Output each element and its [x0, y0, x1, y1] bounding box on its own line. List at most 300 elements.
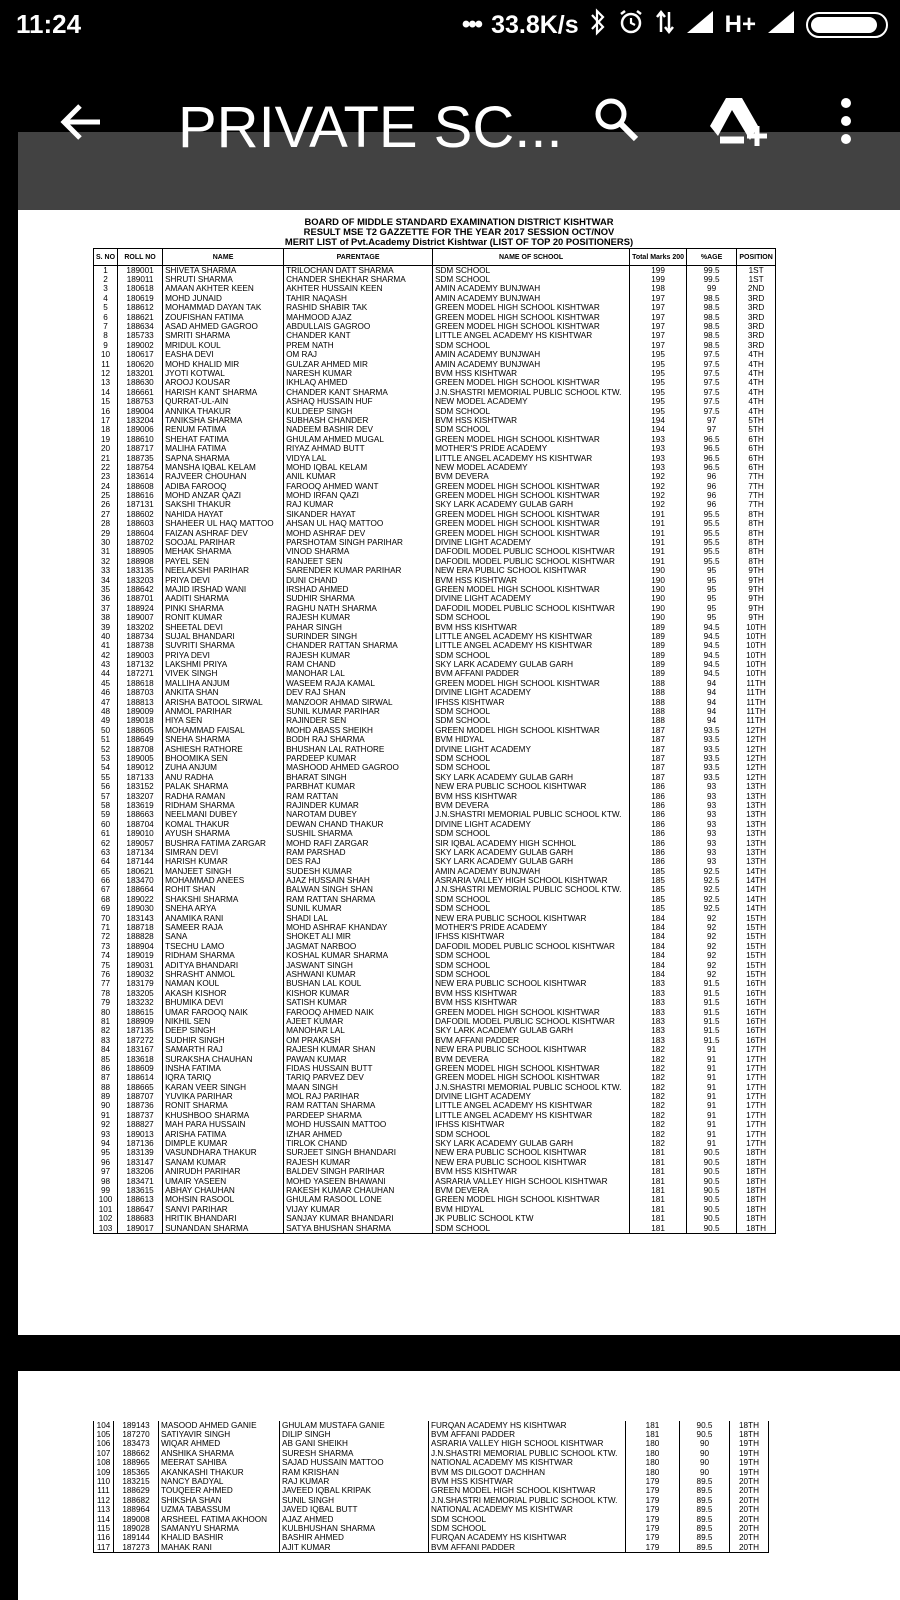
table-cell: 40: [94, 632, 118, 641]
table-cell: KULBHUSHAN SHARMA: [280, 1524, 429, 1533]
table-cell: TSECHU LAMO: [163, 942, 284, 951]
table-cell: 69: [94, 905, 118, 914]
table-cell: 90.5: [687, 1177, 737, 1186]
table-row: [94, 520, 776, 529]
table-row: [94, 1515, 769, 1524]
table-cell: 92: [687, 961, 737, 970]
table-cell: 181: [630, 1214, 687, 1223]
table-row: [94, 322, 776, 331]
table-row: [94, 754, 776, 763]
table-cell: 188662: [114, 1449, 159, 1458]
table-cell: HARISH KANT SHARMA: [163, 388, 284, 397]
table-cell: 90.5: [687, 1205, 737, 1214]
table-cell: MEERAT SAHIBA: [159, 1459, 280, 1468]
table-row: [94, 980, 776, 989]
table-cell: 189006: [118, 426, 163, 435]
table-cell: 93: [687, 792, 737, 801]
table-cell: KARAN VEER SINGH: [163, 1083, 284, 1092]
alarm-icon: [617, 8, 645, 42]
table-cell: 19TH: [730, 1449, 769, 1458]
table-cell: TANIKSHA SHARMA: [163, 416, 284, 425]
table-cell: 114: [94, 1515, 114, 1524]
table-cell: MANJEET SINGH: [163, 867, 284, 876]
table-cell: 92.5: [687, 867, 737, 876]
table-cell: 188616: [118, 491, 163, 500]
table-row: [94, 726, 776, 735]
table-cell: 183203: [118, 576, 163, 585]
table-cell: 187144: [118, 858, 163, 867]
table-cell: 15TH: [737, 952, 776, 961]
table-cell: 186: [630, 848, 687, 857]
table-cell: 5TH: [737, 426, 776, 435]
table-cell: 189022: [118, 895, 163, 904]
table-cell: UMAR FAROOQ NAIK: [163, 1008, 284, 1017]
table-cell: MOHD ASHRAF KHANDAY: [284, 923, 433, 932]
table-cell: GHULAM AHMED MUGAL: [284, 435, 433, 444]
table-cell: 2ND: [737, 285, 776, 294]
table-cell: ABDULLAIS GAGROO: [284, 322, 433, 331]
table-cell: VIDYA LAL: [284, 454, 433, 463]
table-cell: BVM HSS KISHTWAR: [433, 998, 630, 1007]
table-cell: ADITYA BHANDARI: [163, 961, 284, 970]
table-cell: KISHOR KUMAR: [284, 989, 433, 998]
table-cell: RADHA RAMAN: [163, 792, 284, 801]
table-cell: 184: [630, 970, 687, 979]
table-cell: 86: [94, 1064, 118, 1073]
table-row: [94, 285, 776, 294]
table-row: [94, 679, 776, 688]
more-options-icon[interactable]: [832, 96, 860, 146]
table-cell: HIYA SEN: [163, 717, 284, 726]
table-row: [94, 557, 776, 566]
table-cell: 3RD: [737, 322, 776, 331]
table-cell: 97.5: [687, 388, 737, 397]
table-cell: 192: [630, 473, 687, 482]
table-cell: SKY LARK ACADEMY GULAB GARH: [433, 660, 630, 669]
table-cell: MAJID IRSHAD WANI: [163, 585, 284, 594]
table-cell: 188614: [118, 1074, 163, 1083]
column-header: %AGE: [687, 249, 737, 266]
table-cell: PRIYA DEVI: [163, 651, 284, 660]
table-cell: MOHAMMAD DAYAN TAK: [163, 304, 284, 313]
table-cell: HRITIK BHANDARI: [163, 1214, 284, 1223]
table-cell: 189144: [114, 1534, 159, 1543]
table-cell: 94.5: [687, 623, 737, 632]
table-cell: 93.5: [687, 745, 737, 754]
table-row: [94, 764, 776, 773]
table-cell: 91.5: [687, 1036, 737, 1045]
table-cell: 32: [94, 557, 118, 566]
table-cell: 184: [630, 933, 687, 942]
table-cell: SANJAY KUMAR BHANDARI: [284, 1214, 433, 1223]
table-row: [94, 294, 776, 303]
table-row: [94, 1449, 769, 1458]
table-cell: 19TH: [730, 1459, 769, 1468]
table-cell: 189010: [118, 829, 163, 838]
table-cell: RAJINDER SEN: [284, 717, 433, 726]
table-cell: MOHD JUNAID: [163, 294, 284, 303]
table-cell: 11TH: [737, 717, 776, 726]
table-cell: 95: [687, 613, 737, 622]
table-cell: 105: [94, 1430, 114, 1439]
table-cell: 188: [630, 698, 687, 707]
table-cell: 95.5: [687, 520, 737, 529]
table-cell: 63: [94, 848, 118, 857]
table-cell: 13TH: [737, 801, 776, 810]
table-cell: RAJVEER CHOUHAN: [163, 473, 284, 482]
table-cell: BVM HSS KISHTWAR: [429, 1477, 626, 1486]
table-cell: MANOHAR LAL: [284, 1027, 433, 1036]
table-cell: SAMARTH RAJ: [163, 1045, 284, 1054]
pdf-page-2[interactable]: [18, 1371, 900, 1600]
table-cell: 60: [94, 820, 118, 829]
table-cell: 183618: [118, 1055, 163, 1064]
table-cell: 89.5: [680, 1543, 730, 1553]
table-cell: 189013: [118, 1130, 163, 1139]
table-cell: 3RD: [737, 341, 776, 350]
table-cell: SUNIL KUMAR: [284, 905, 433, 914]
table-cell: 10TH: [737, 670, 776, 679]
table-cell: 19: [94, 435, 118, 444]
table-cell: 4TH: [737, 379, 776, 388]
table-cell: PRIYA DEVI: [163, 576, 284, 585]
table-cell: 64: [94, 858, 118, 867]
table-cell: 193: [630, 435, 687, 444]
table-row: [94, 923, 776, 932]
table-cell: 93: [687, 848, 737, 857]
table-cell: 31: [94, 548, 118, 557]
table-cell: BVM HSS KISHTWAR: [433, 623, 630, 632]
search-icon[interactable]: [592, 95, 640, 143]
table-cell: 20TH: [730, 1515, 769, 1524]
table-cell: 62: [94, 839, 118, 848]
table-cell: 98.5: [687, 304, 737, 313]
table-cell: RIDHAM SHARMA: [163, 801, 284, 810]
table-row: [94, 773, 776, 782]
table-cell: 8: [94, 332, 118, 341]
table-cell: 9TH: [737, 604, 776, 613]
table-cell: SATISH KUMAR: [284, 998, 433, 1007]
table-row: [94, 1186, 776, 1195]
table-cell: 71: [94, 923, 118, 932]
table-cell: 49: [94, 717, 118, 726]
table-row: [94, 839, 776, 848]
table-cell: 188965: [114, 1459, 159, 1468]
table-row: [94, 351, 776, 360]
table-cell: LAKSHMI PRIYA: [163, 660, 284, 669]
table-cell: 91: [687, 1139, 737, 1148]
table-cell: 90.5: [687, 1168, 737, 1177]
table-cell: 189012: [118, 764, 163, 773]
table-cell: 96: [687, 491, 737, 500]
table-cell: 194: [630, 426, 687, 435]
table-cell: 187: [630, 764, 687, 773]
table-cell: 96.5: [687, 463, 737, 472]
heading-line-3: MERIT LIST of Pvt.Academy District Kishtwar (LIST OF TOP 20 POSITIONERS): [284, 236, 634, 247]
table-cell: 93: [687, 858, 737, 867]
table-cell: 97: [687, 426, 737, 435]
table-cell: 12TH: [737, 773, 776, 782]
table-cell: NANCY BADYAL: [159, 1477, 280, 1486]
table-cell: ARSHEEL FATIMA AKHOON: [159, 1515, 280, 1524]
table-cell: RANJEET SEN: [284, 557, 433, 566]
table-cell: 197: [630, 294, 687, 303]
status-icons: [462, 8, 888, 42]
table-cell: SUJAL BHANDARI: [163, 632, 284, 641]
table-cell: 93.5: [687, 773, 737, 782]
table-cell: SKY LARK ACADEMY GULAB GARH: [433, 858, 630, 867]
table-cell: 183143: [118, 914, 163, 923]
table-cell: 180: [626, 1449, 680, 1458]
table-cell: 183206: [118, 1168, 163, 1177]
table-cell: 180: [626, 1440, 680, 1449]
table-cell: 97.5: [687, 379, 737, 388]
table-cell: 9TH: [737, 585, 776, 594]
table-cell: 116: [94, 1534, 114, 1543]
table-cell: 16TH: [737, 998, 776, 1007]
table-cell: SURESH SHARMA: [280, 1449, 429, 1458]
table-cell: 98.5: [687, 332, 737, 341]
table-cell: 190: [630, 613, 687, 622]
table-cell: 193: [630, 454, 687, 463]
table-cell: 46: [94, 689, 118, 698]
table-cell: 33: [94, 567, 118, 576]
table-cell: 183473: [114, 1440, 159, 1449]
table-cell: MALIHA FATIMA: [163, 444, 284, 453]
table-cell: 188738: [118, 642, 163, 651]
table-cell: 91: [687, 1055, 737, 1064]
table-row: [94, 444, 776, 453]
table-cell: 98.5: [687, 313, 737, 322]
table-cell: DUNI CHAND: [284, 576, 433, 585]
table-cell: DEV RAJ SHAN: [284, 689, 433, 698]
table-cell: GULZAR AHMED MIR: [284, 360, 433, 369]
table-cell: SDM SCHOOL: [433, 341, 630, 350]
table-cell: 188754: [118, 463, 163, 472]
table-cell: PAHAR SINGH: [284, 623, 433, 632]
table-cell: MANZOOR AHMAD SIRWAL: [284, 698, 433, 707]
table-cell: 188702: [118, 538, 163, 547]
table-cell: AMIN ACADEMY BUNJWAH: [433, 360, 630, 369]
table-row: [94, 858, 776, 867]
table-cell: 9TH: [737, 595, 776, 604]
table-cell: 188708: [118, 745, 163, 754]
table-row: [94, 867, 776, 876]
table-cell: 97: [687, 416, 737, 425]
table-cell: SDM SCHOOL: [433, 613, 630, 622]
table-row: [94, 1496, 769, 1505]
table-cell: 182: [630, 1074, 687, 1083]
table-cell: 188964: [114, 1506, 159, 1515]
table-cell: 195: [630, 397, 687, 406]
table-cell: 180621: [118, 867, 163, 876]
table-cell: 91: [687, 1064, 737, 1073]
table-cell: 189: [630, 670, 687, 679]
table-cell: 91: [687, 1102, 737, 1111]
table-cell: 183: [630, 1027, 687, 1036]
table-cell: PALAK SHARMA: [163, 782, 284, 791]
table-row: [94, 933, 776, 942]
table-cell: 188717: [118, 444, 163, 453]
table-cell: 4TH: [737, 351, 776, 360]
add-to-drive-icon[interactable]: [710, 96, 768, 148]
table-cell: 188827: [118, 1121, 163, 1130]
table-cell: SDM SCHOOL: [433, 952, 630, 961]
table-cell: 194: [630, 416, 687, 425]
table-cell: 188701: [118, 595, 163, 604]
table-cell: GHULAM MUSTAFA GANIE: [280, 1421, 429, 1430]
table-cell: UMAIR YASEEN: [163, 1177, 284, 1186]
table-cell: 10TH: [737, 642, 776, 651]
table-cell: 17TH: [737, 1055, 776, 1064]
table-cell: 59: [94, 811, 118, 820]
table-cell: 115: [94, 1524, 114, 1533]
table-cell: 17TH: [737, 1083, 776, 1092]
table-cell: GREEN MODEL HIGH SCHOOL KISHTWAR: [433, 679, 630, 688]
table-cell: 187133: [118, 773, 163, 782]
table-cell: 97.5: [687, 407, 737, 416]
table-cell: 13TH: [737, 811, 776, 820]
table-row: [94, 961, 776, 970]
table-cell: SURJEET SINGH BHANDARI: [284, 1149, 433, 1158]
table-cell: 188605: [118, 726, 163, 735]
table-cell: 91: [687, 1083, 737, 1092]
table-cell: RAJ KUMAR: [284, 501, 433, 510]
table-row: [94, 820, 776, 829]
table-row: [94, 538, 776, 547]
table-cell: 20TH: [730, 1496, 769, 1505]
table-cell: FAIZAN ASHRAF DEV: [163, 529, 284, 538]
table-cell: 35: [94, 585, 118, 594]
table-cell: 73: [94, 942, 118, 951]
table-cell: GREEN MODEL HIGH SCHOOL KISHTWAR: [433, 726, 630, 735]
table-cell: 16TH: [737, 980, 776, 989]
table-cell: 188707: [118, 1092, 163, 1101]
table-cell: BUSHRA FATIMA ZARGAR: [163, 839, 284, 848]
table-row: [94, 304, 776, 313]
table-cell: RIYAZ AHMAD BUTT: [284, 444, 433, 453]
table-row: [94, 1168, 776, 1177]
table-cell: SDM SCHOOL: [429, 1515, 626, 1524]
table-cell: 94: [687, 707, 737, 716]
table-row: [94, 914, 776, 923]
table-cell: 28: [94, 520, 118, 529]
table-cell: 92: [687, 914, 737, 923]
table-cell: 179: [626, 1506, 680, 1515]
table-cell: 188: [630, 679, 687, 688]
table-row: [94, 463, 776, 472]
table-cell: 183204: [118, 416, 163, 425]
table-cell: 17TH: [737, 1121, 776, 1130]
table-cell: LITTLE ANGEL ACADEMY HS KISHTWAR: [433, 454, 630, 463]
table-cell: 97.5: [687, 360, 737, 369]
table-cell: KHUSHBOO SHARMA: [163, 1111, 284, 1120]
table-cell: 197: [630, 332, 687, 341]
table-cell: RAM KRISHAN: [280, 1468, 429, 1477]
table-cell: 191: [630, 557, 687, 566]
table-cell: SKY LARK ACADEMY GULAB GARH: [433, 1027, 630, 1036]
table-cell: 55: [94, 773, 118, 782]
table-cell: 65: [94, 867, 118, 876]
table-cell: 180617: [118, 351, 163, 360]
table-cell: 89.5: [680, 1515, 730, 1524]
table-cell: 188737: [118, 1111, 163, 1120]
table-cell: J.N.SHASTRI MEMORIAL PUBLIC SCHOOL KTW.: [433, 811, 630, 820]
table-cell: SAPNA SHARMA: [163, 454, 284, 463]
document-heading: [18, 217, 900, 247]
table-cell: MASOOD AHMED GANIE: [159, 1421, 280, 1430]
table-cell: 88: [94, 1083, 118, 1092]
table-cell: 18TH: [730, 1430, 769, 1439]
table-cell: 100: [94, 1196, 118, 1205]
table-cell: 183471: [118, 1177, 163, 1186]
table-cell: 94.5: [687, 632, 737, 641]
table-cell: 95: [687, 595, 737, 604]
table-cell: 12TH: [737, 726, 776, 735]
table-cell: J.N.SHASTRI MEMORIAL PUBLIC SCHOOL KTW.: [433, 388, 630, 397]
back-arrow-icon[interactable]: [60, 100, 104, 144]
table-cell: SDM SCHOOL: [433, 1224, 630, 1234]
table-cell: VIVEK SINGH: [163, 670, 284, 679]
table-row: [94, 1421, 769, 1430]
table-cell: SHEETAL DEVI: [163, 623, 284, 632]
table-cell: MOHAMMAD FAISAL: [163, 726, 284, 735]
pdf-page-1[interactable]: [18, 210, 900, 1335]
table-cell: MRIDUL KOUL: [163, 341, 284, 350]
table-cell: 185: [630, 905, 687, 914]
table-cell: 90.5: [680, 1421, 730, 1430]
table-cell: IFHSS KISHTWAR: [433, 698, 630, 707]
table-cell: 90.5: [687, 1214, 737, 1223]
table-cell: ZOUFISHAN FATIMA: [163, 313, 284, 322]
table-row: [94, 651, 776, 660]
table-cell: SMRITI SHARMA: [163, 332, 284, 341]
table-cell: PREM NATH: [284, 341, 433, 350]
app-toolbar: [0, 52, 900, 210]
table-cell: RAJINDER KUMAR: [284, 801, 433, 810]
table-cell: 6: [94, 313, 118, 322]
table-row: [94, 1440, 769, 1449]
table-cell: 181: [630, 1168, 687, 1177]
table-cell: SAMEER RAJA: [163, 923, 284, 932]
table-cell: DAFODIL MODEL PUBLIC SCHOOL KISHTWAR: [433, 1017, 630, 1026]
table-cell: 185: [630, 886, 687, 895]
table-cell: MAHMOOD AJAZ: [284, 313, 433, 322]
table-cell: ASRARIA VALLEY HIGH SCHOOL KISHTWAR: [429, 1440, 626, 1449]
table-row: [94, 567, 776, 576]
table-cell: SUNIL SINGH: [280, 1496, 429, 1505]
table-row: [94, 942, 776, 951]
table-cell: 188904: [118, 942, 163, 951]
table-cell: 12TH: [737, 736, 776, 745]
table-cell: HARISH KUMAR: [163, 858, 284, 867]
table-cell: 58: [94, 801, 118, 810]
table-cell: BVM AFFANI PADDER: [429, 1430, 626, 1439]
table-cell: 91.5: [687, 1017, 737, 1026]
table-cell: BVM DEVERA: [433, 801, 630, 810]
table-cell: 181: [626, 1421, 680, 1430]
table-cell: 97.5: [687, 369, 737, 378]
table-cell: 89.5: [680, 1487, 730, 1496]
table-cell: 183: [630, 1036, 687, 1045]
table-cell: 13: [94, 379, 118, 388]
table-cell: 186: [630, 839, 687, 848]
table-cell: 11TH: [737, 707, 776, 716]
column-header: Total Marks 200: [630, 249, 687, 266]
table-cell: SDM SCHOOL: [433, 707, 630, 716]
table-cell: 4TH: [737, 388, 776, 397]
table-cell: IFHSS KISHTWAR: [433, 933, 630, 942]
